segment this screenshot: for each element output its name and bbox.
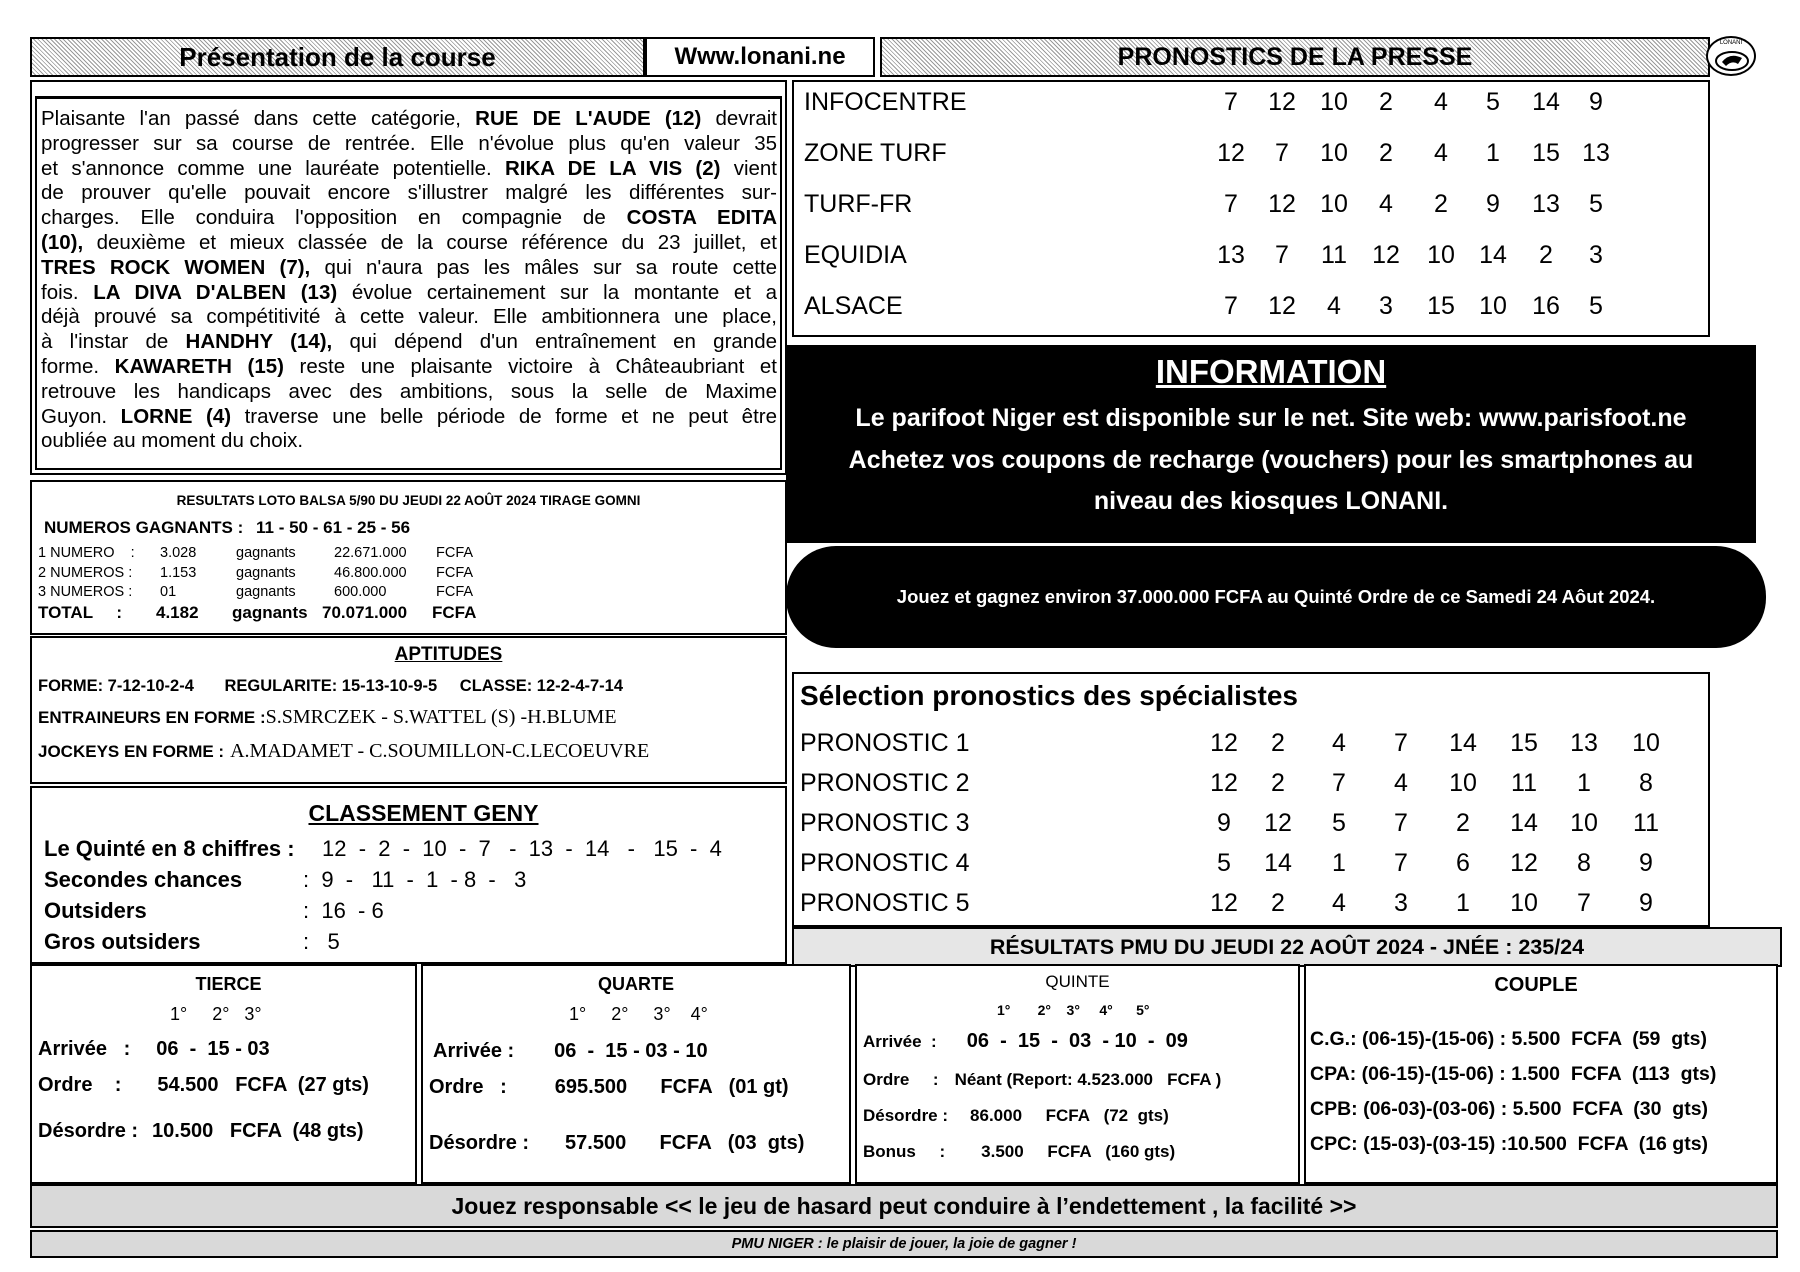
presentation-line: [41, 157, 777, 182]
pronostic-number: 8: [1639, 769, 1653, 797]
horse-name: (10),: [41, 230, 84, 254]
presse-pick-number: 12: [1268, 292, 1296, 320]
loto-row-label: 1 NUMERO :: [38, 545, 135, 561]
aptitudes-trainers: [38, 706, 617, 729]
quinte-arrivee-label: Arrivée :: [863, 1032, 937, 1051]
pronostic-number: 5: [1332, 809, 1346, 837]
presentation-line: [41, 355, 777, 380]
quinte-bonus: [863, 1142, 1175, 1162]
pronostic-label: PRONOSTIC 5: [800, 889, 970, 917]
presse-source-name: ALSACE: [804, 292, 903, 320]
pronostic-number: 10: [1570, 809, 1598, 837]
information-line-2: Achetez vos coupons de recharge (vouchers) pour les smartphones au: [848, 446, 1694, 474]
quarte-desordre-value: 57.500 FCFA (03 gts): [565, 1132, 805, 1154]
pronostic-number: 14: [1510, 809, 1538, 837]
presse-pick-number: 7: [1224, 88, 1238, 116]
presse-pick-number: 13: [1217, 241, 1245, 269]
tierce-arrivee: [38, 1038, 270, 1061]
trainers-label: ENTRAINEURS EN FORME :: [38, 708, 266, 727]
geny-row-label: Gros outsiders: [44, 929, 201, 954]
tierce-arrivee-label: Arrivée :: [38, 1038, 131, 1060]
jackpot-text: Jouez et gagnez environ 37.000.000 FCFA au Quinté Ordre de ce Samedi 24 Aôut 2024.: [896, 586, 1656, 607]
information-title: INFORMATION: [1155, 353, 1387, 390]
pronostic-number: 4: [1332, 889, 1346, 917]
loto-row-label: 2 NUMEROS :: [38, 564, 133, 581]
presentation-text-run: oubliée au moment du choix.: [41, 429, 304, 453]
presse-source-name: TURF-FR: [804, 190, 913, 218]
pronostic-number: 7: [1577, 889, 1591, 917]
horse-name: KAWARETH (15): [114, 354, 284, 378]
loto-row-amount: 22.671.000: [334, 545, 407, 561]
couple-row: CPA: (06-15)-(15-06) : 1.500 FCFA (113 gts): [1310, 1063, 1717, 1085]
pronostic-label: PRONOSTIC 4: [800, 849, 970, 877]
loto-row-count: 4.182: [156, 603, 199, 622]
presentation-line: [41, 132, 777, 157]
loto-row-count: 1.153: [160, 564, 197, 581]
quarte-places: 1° 2° 3° 4°: [569, 1004, 708, 1024]
slogan-bar: [30, 1230, 1778, 1258]
lonani-logo: [1706, 36, 1756, 76]
aptitude-classe: CLASSE: 12-2-4-7-14: [459, 677, 624, 695]
presentation-line: [41, 256, 777, 281]
loto-winning-numbers: [44, 518, 410, 538]
loto-row-amount: 600.000: [334, 584, 387, 600]
presse-pick-number: 13: [1532, 190, 1560, 218]
pronostic-number: 1: [1332, 849, 1346, 877]
loto-row-currency: FCFA: [436, 545, 474, 561]
presentation-line: [41, 206, 777, 231]
tierce-desordre-value: 10.500 FCFA (48 gts): [152, 1120, 364, 1142]
pronostic-number: 8: [1577, 849, 1591, 877]
jockeys-value: A.MADAMET - C.SOUMILLON-C.LECOEUVRE: [230, 740, 650, 762]
couple-row: C.G.: (06-15)-(15-06) : 5.500 FCFA (59 gts): [1310, 1028, 1707, 1050]
tierce-arrivee-value: 06 - 15 - 03: [156, 1038, 270, 1060]
presse-pick-number: 7: [1275, 139, 1289, 167]
presse-pick-number: 3: [1589, 241, 1603, 269]
presse-source-name: ZONE TURF: [804, 139, 947, 167]
quarte-arrivee-value: 06 - 15 - 03 - 10: [554, 1040, 708, 1062]
quarte-desordre: [429, 1132, 804, 1155]
pronostic-number: 12: [1210, 769, 1238, 797]
aptitude-forme: FORME: 7-12-10-2-4: [38, 677, 194, 695]
presse-pick-number: 12: [1372, 241, 1400, 269]
pronostic-number: 2: [1271, 889, 1285, 917]
presse-pick-number: 1: [1486, 139, 1500, 167]
presentation-title: Présentation de la course: [179, 42, 496, 72]
presse-pick-number: 7: [1224, 292, 1238, 320]
quarte-ordre: [429, 1076, 789, 1099]
presse-pick-number: 4: [1327, 292, 1341, 320]
presentation-line: [41, 231, 777, 256]
pronostic-number: 1: [1456, 889, 1470, 917]
presse-pick-number: 15: [1427, 292, 1455, 320]
presse-pick-number: 9: [1486, 190, 1500, 218]
website-link[interactable]: Www.lonani.ne: [674, 43, 846, 70]
pronostic-number: 14: [1449, 729, 1477, 757]
presentation-text-run: qui dépend d'un entraînement en grande: [332, 330, 777, 354]
presse-pick-number: 5: [1589, 292, 1603, 320]
presentation-text-run: et s'annonce comme une lauréate potentielle.: [41, 156, 505, 180]
pronostic-number: 4: [1394, 769, 1408, 797]
presse-pick-number: 2: [1379, 139, 1393, 167]
presse-pick-number: 16: [1532, 292, 1560, 320]
pronostic-number: 7: [1332, 769, 1346, 797]
presse-pick-number: 4: [1434, 139, 1448, 167]
geny-row-value: : 9 - 11 - 1 - 8 - 3: [303, 867, 527, 892]
aptitude-regularite: REGULARITE: 15-13-10-9-5: [224, 677, 438, 695]
presentation-text-run: vient: [720, 156, 777, 180]
presse-pick-number: 2: [1434, 190, 1448, 218]
loto-row-label: 3 NUMEROS :: [38, 584, 133, 600]
loto-row-currency: FCFA: [432, 603, 477, 622]
presse-pick-number: 9: [1589, 88, 1603, 116]
geny-row-value: : 16 - 6: [303, 898, 384, 923]
horse-name: RUE DE L'AUDE (12): [475, 107, 702, 130]
presentation-text-run: progresser sur sa course de rentrée. Elle n'évolue plus qu'en valeur 35: [41, 131, 777, 155]
presse-pick-number: 10: [1479, 292, 1507, 320]
quarte-arrivee: [433, 1040, 708, 1063]
tierce-ordre-value: 54.500 FCFA (27 gts): [157, 1074, 369, 1096]
couple-row: CPC: (15-03)-(03-15) :10.500 FCFA (16 gts): [1310, 1133, 1709, 1155]
horse-emblem-icon: [1712, 48, 1752, 74]
pronostic-number: 15: [1510, 729, 1538, 757]
quinte-ordre-label: Ordre :: [863, 1070, 939, 1089]
presentation-line: [41, 305, 777, 330]
horse-name: LORNE (4): [120, 404, 232, 428]
loto-row-word: gagnants: [236, 545, 296, 561]
presentation-line: [41, 281, 777, 306]
website-box: [645, 37, 875, 77]
quinte-arrivee-value: 06 - 15 - 03 - 10 - 09: [966, 1030, 1188, 1052]
presentation-text-run: fois.: [41, 280, 94, 304]
presse-table: [792, 80, 1710, 337]
pronostic-number: 2: [1271, 729, 1285, 757]
presse-pick-number: 10: [1320, 190, 1348, 218]
presse-pick-number: 5: [1589, 190, 1603, 218]
pronostic-number: 10: [1632, 729, 1660, 757]
tierce-desordre: [38, 1120, 364, 1143]
presse-pick-number: 4: [1379, 190, 1393, 218]
pmu-results-bar: [792, 927, 1782, 967]
information-line-3: niveau des kiosques LONANI.: [1093, 487, 1449, 515]
lonani-logo-text: LONANI: [1719, 40, 1743, 46]
information-box: [786, 345, 1756, 543]
quarte-ordre-value: 695.500 FCFA (01 gt): [554, 1076, 789, 1098]
presentation-text-run: forme.: [41, 354, 115, 378]
presse-pick-number: 7: [1275, 241, 1289, 269]
aptitudes-jockeys: [38, 740, 649, 763]
quinte-ordre-value: Néant (Report: 4.523.000 FCFA ): [954, 1070, 1222, 1089]
quinte-bonus-label: Bonus :: [863, 1142, 946, 1161]
pronostic-number: 7: [1394, 849, 1408, 877]
presentation-text: [41, 107, 777, 454]
presentation-text-run: reste une plaisante victoire à Châteaubriant et: [284, 354, 777, 378]
quinte-desordre: [863, 1106, 1169, 1126]
information-line-1: Le parifoot Niger est disponible sur le net. Site web: www.parisfoot.ne: [855, 404, 1687, 432]
quinte-places: 1° 2° 3° 4° 5°: [997, 1002, 1150, 1018]
presentation-text-run: Plaisante l'an passé dans cette catégorie,: [41, 107, 476, 130]
presentation-text-run: qui n'aura pas les mâles sur sa route cette: [310, 255, 777, 279]
pronostic-number: 4: [1332, 729, 1346, 757]
horse-name: COSTA EDITA: [626, 206, 777, 230]
presse-pick-number: 12: [1217, 139, 1245, 167]
presse-title: PRONOSTICS DE LA PRESSE: [1117, 43, 1473, 71]
geny-row-label: Secondes chances: [44, 867, 243, 892]
presentation-line: [41, 429, 777, 454]
trainers-value: S.SMRCZEK - S.WATTEL (S) -H.BLUME: [265, 706, 617, 728]
pronostic-number: 5: [1217, 849, 1231, 877]
pronostic-number: 2: [1271, 769, 1285, 797]
slogan-text: PMU NIGER : le plaisir de jouer, la joie de gagner !: [731, 1236, 1077, 1252]
presentation-text-run: charges. Elle conduira l'opposition en compagnie de: [41, 206, 627, 230]
quinte-ordre: [863, 1070, 1221, 1090]
geny-row-value: : 5: [303, 929, 340, 954]
header-left-bar: [30, 37, 645, 77]
quarte-desordre-label: Désordre :: [429, 1132, 530, 1154]
presse-pick-number: 2: [1539, 241, 1553, 269]
pronostic-number: 9: [1217, 809, 1231, 837]
tierce-box: [30, 964, 417, 1184]
specialists-table: [792, 672, 1710, 927]
loto-row-amount: 46.800.000: [334, 564, 407, 581]
presse-pick-number: 3: [1379, 292, 1393, 320]
pmu-results-title: RÉSULTATS PMU DU JEUDI 22 AOÛT 2024 - JNÉE : 235/24: [989, 935, 1585, 959]
loto-row-currency: FCFA: [436, 564, 474, 581]
presentation-frame: [30, 80, 787, 475]
tierce-title: TIERCE: [195, 974, 262, 994]
couple-box: [1304, 964, 1778, 1184]
pronostic-number: 3: [1394, 889, 1408, 917]
pronostic-number: 2: [1456, 809, 1470, 837]
presse-pick-number: 15: [1532, 139, 1560, 167]
responsible-text: Jouez responsable << le jeu de hasard peut conduire à l’endettement , la facilité >>: [451, 1193, 1357, 1219]
tierce-desordre-label: Désordre :: [38, 1120, 139, 1142]
loto-winning-value: 11 - 50 - 61 - 25 - 56: [256, 518, 411, 537]
presentation-text-run: déjà prouvé sa compétitivité à cette valeur. Elle ambitionnera une place,: [41, 305, 777, 329]
pronostic-number: 1: [1577, 769, 1591, 797]
presentation-line: [41, 181, 777, 206]
pronostic-number: 14: [1264, 849, 1292, 877]
quinte-arrivee: [863, 1030, 1188, 1053]
pronostic-number: 12: [1264, 809, 1292, 837]
presentation-text-run: devrait: [701, 107, 777, 130]
quinte-desordre-value: 86.000 FCFA (72 gts): [970, 1106, 1169, 1125]
pronostic-label: PRONOSTIC 3: [800, 809, 970, 837]
loto-row-amount: 70.071.000: [322, 603, 408, 622]
presentation-text-run: à l'instar de: [41, 330, 186, 354]
quarte-arrivee-label: Arrivée :: [433, 1040, 515, 1062]
presentation-text-run: traverse une belle période de forme et ne peut être: [231, 404, 777, 428]
pronostic-number: 6: [1456, 849, 1470, 877]
quarte-box: [421, 964, 851, 1184]
presse-pick-number: 5: [1486, 88, 1500, 116]
quarte-title: QUARTE: [598, 974, 674, 994]
geny-section: [30, 786, 787, 964]
pronostic-number: 10: [1510, 889, 1538, 917]
loto-title: RESULTATS LOTO BALSA 5/90 DU JEUDI 22 AOÛT 2024 TIRAGE GOMNI: [176, 493, 641, 508]
loto-winning-label: NUMEROS GAGNANTS :: [44, 518, 244, 537]
presentation-line: [41, 380, 777, 405]
jockeys-label: JOCKEYS EN FORME :: [38, 742, 225, 761]
horse-name: RIKA DE LA VIS (2): [505, 156, 721, 180]
presse-pick-number: 11: [1321, 241, 1347, 269]
presentation-text-run: deuxième et mieux classée de la course référence du 23 juillet, et: [83, 230, 777, 254]
pronostic-number: 7: [1394, 729, 1408, 757]
quinte-box: [855, 964, 1300, 1184]
presse-pick-number: 10: [1320, 139, 1348, 167]
pronostic-number: 10: [1449, 769, 1477, 797]
pronostic-number: 9: [1639, 849, 1653, 877]
loto-results: [30, 480, 787, 635]
aptitudes-section: [30, 636, 787, 784]
presse-pick-number: 14: [1532, 88, 1560, 116]
presse-pick-number: 14: [1479, 241, 1507, 269]
horse-name: TRES ROCK WOMEN (7),: [41, 255, 311, 279]
pronostic-number: 12: [1210, 729, 1238, 757]
presse-pick-number: 13: [1582, 139, 1610, 167]
pronostic-number: 11: [1511, 769, 1537, 797]
aptitudes-stats: [38, 677, 623, 696]
presentation-text-run: de prouver qu'elle pouvait encore s'illustrer malgré les différentes sur-: [41, 181, 777, 205]
geny-row-value: 12 - 2 - 10 - 7 - 13 - 14 - 15 - 4: [322, 836, 722, 861]
geny-title: CLASSEMENT GENY: [308, 800, 539, 826]
loto-total-label: TOTAL :: [38, 603, 123, 622]
quarte-ordre-label: Ordre :: [429, 1076, 507, 1098]
presentation-line: [41, 405, 777, 430]
loto-row-count: 01: [160, 584, 177, 600]
presentation-text-run: évolue certainement sur la montante et a: [337, 280, 777, 304]
presse-pick-number: 10: [1320, 88, 1348, 116]
header-right-bar: [880, 37, 1710, 77]
presse-pick-number: 4: [1434, 88, 1448, 116]
presse-source-name: INFOCENTRE: [804, 88, 967, 116]
horse-name: HANDHY (14),: [185, 330, 333, 354]
presse-pick-number: 12: [1268, 190, 1296, 218]
loto-row-word: gagnants: [236, 564, 296, 581]
presse-pick-number: 12: [1268, 88, 1296, 116]
pronostic-number: 12: [1510, 849, 1538, 877]
tierce-ordre: [38, 1074, 369, 1097]
presse-pick-number: 2: [1379, 88, 1393, 116]
aptitudes-title: APTITUDES: [394, 644, 503, 665]
quinte-bonus-value: 3.500 FCFA (160 gts): [981, 1142, 1176, 1161]
pronostic-label: PRONOSTIC 2: [800, 769, 970, 797]
pronostic-number: 13: [1570, 729, 1598, 757]
pronostic-number: 7: [1394, 809, 1408, 837]
presse-pick-number: 7: [1224, 190, 1238, 218]
couple-title: COUPLE: [1494, 974, 1578, 996]
presse-source-name: EQUIDIA: [804, 241, 907, 269]
presentation-text-run: Guyon.: [41, 404, 121, 428]
quinte-title: QUINTE: [1045, 972, 1110, 991]
presse-pick-number: 10: [1427, 241, 1455, 269]
horse-name: LA DIVA D'ALBEN (13): [93, 280, 338, 304]
specialists-title: Sélection pronostics des spécialistes: [800, 680, 1298, 711]
pronostic-number: 9: [1639, 889, 1653, 917]
tierce-places: 1° 2° 3°: [170, 1004, 262, 1024]
loto-row-currency: FCFA: [436, 584, 474, 600]
responsible-banner: [30, 1184, 1778, 1228]
pronostic-number: 12: [1210, 889, 1238, 917]
loto-row-count: 3.028: [160, 545, 197, 561]
geny-row-label: Le Quinté en 8 chiffres :: [44, 836, 295, 861]
pronostic-label: PRONOSTIC 1: [800, 729, 970, 757]
quinte-desordre-label: Désordre :: [863, 1106, 949, 1125]
loto-row-word: gagnants: [232, 603, 308, 622]
presentation-line: [41, 330, 777, 355]
loto-row-word: gagnants: [236, 584, 296, 600]
presentation-text-run: retrouve les handicaps avec des ambitions, sous la selle de Maxime: [41, 379, 777, 403]
geny-row-label: Outsiders: [44, 898, 147, 923]
presentation-line: [41, 107, 777, 132]
couple-row: CPB: (06-03)-(03-06) : 5.500 FCFA (30 gts): [1310, 1098, 1709, 1120]
tierce-ordre-label: Ordre :: [38, 1074, 122, 1096]
jackpot-banner: [786, 546, 1766, 648]
pronostic-number: 11: [1633, 809, 1659, 837]
